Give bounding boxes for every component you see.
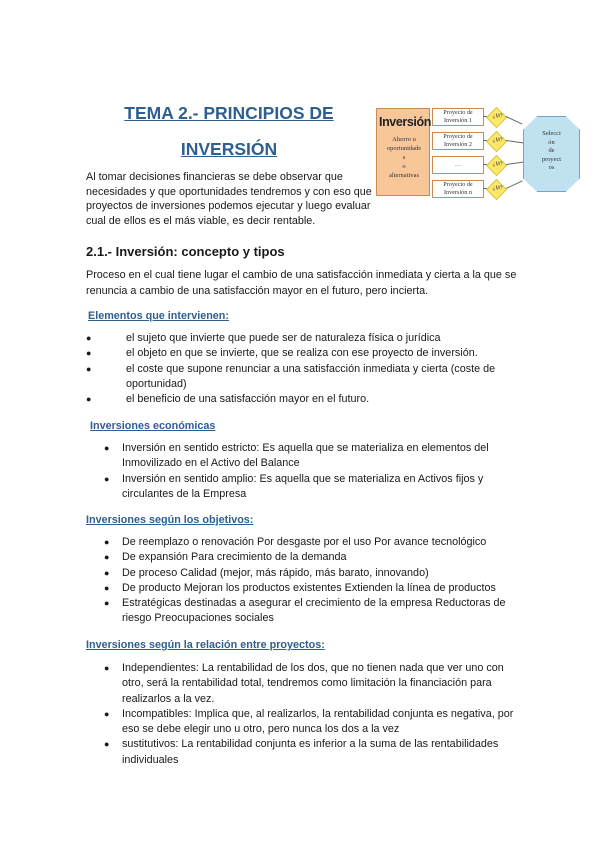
list-item-text: el coste que supone renunciar a una satisfacción inmediata y cierta (coste de oportunidad) (126, 362, 496, 390)
list-item-text: Inversión en sentido amplio: Es aquella que se materializa en Activos fijos y circulantes de la Empresa (122, 472, 484, 500)
investment-subtitle-line: alternativas (389, 172, 419, 179)
list-item (98, 581, 518, 596)
selection-text-line: ón (548, 138, 555, 146)
relation-list (98, 661, 518, 768)
decision-diamond (486, 131, 507, 152)
investment-subtitle-line: oportunidade (386, 145, 422, 152)
arrow-line (506, 116, 523, 125)
bullet-icon: ● (104, 537, 110, 547)
bullet-icon: ● (104, 567, 110, 578)
investment-subtitle-line: Ahorro u (392, 136, 416, 143)
list-item (98, 707, 518, 738)
investment-subtitle (380, 135, 428, 180)
list-item-text: el objeto en que se invierte, que se realiza con ese proyecto de inversión. (126, 347, 478, 360)
decision-diamond (486, 107, 507, 128)
economic-list (98, 441, 518, 502)
list-item (98, 472, 518, 503)
list-item (98, 550, 518, 565)
bullet-icon: ● (104, 443, 110, 453)
list-item-text: Inversión en sentido estricto: Es aquella que se materializa en elementos del Inmovilizado en el Activo del Balance (122, 442, 489, 470)
investment-word: Inversión (379, 115, 431, 129)
investment-subtitle-line: s (402, 154, 406, 161)
decision-diamond (486, 155, 507, 176)
project-box: … (432, 156, 484, 174)
decision-label: ¿M? (492, 113, 503, 120)
list-item-text: Independientes: La rentabilidad de los dos, que no tienen nada que ver uno con otro, será la rentabilidad total, tendremos como limitación la financiación para realizarlos a la vez. (122, 662, 504, 705)
list-item-text: De proceso Calidad (mejor, más rápido, más barato, innovando) (122, 566, 429, 579)
title-line-1: TEMA 2.- PRINCIPIOS DE (124, 103, 334, 123)
list-item-text: De producto Mejoran los productos existentes Extienden la línea de productos (122, 581, 496, 594)
investment-box (376, 108, 430, 196)
bullet-icon: ● (86, 348, 92, 359)
title-line-2: INVERSIÓN (180, 139, 278, 159)
list-item (86, 392, 518, 407)
list-item-text: De reemplazo o renovación Por desgaste por el uso Por avance tecnológico (122, 536, 487, 548)
decision-label: ¿M? (492, 137, 503, 144)
project-box: Proyecto de Inversión 1 (432, 108, 484, 126)
project-box: Proyecto de Inversión 2 (432, 132, 484, 150)
bullet-icon: ● (104, 582, 110, 593)
list-item-text: De expansión Para crecimiento de la demanda (122, 551, 347, 564)
list-item (98, 737, 518, 768)
project-box: Proyecto de Inversión n (432, 180, 484, 198)
page-title (98, 100, 360, 162)
definition-paragraph: Proceso en el cual tiene lugar el cambio de una satisfacción inmediata y cierta a la que se renuncia a cambio de una satisfacción mayor en el futuro, pero incierta. (86, 269, 517, 297)
list-item (98, 661, 518, 707)
elements-list (86, 331, 518, 407)
list-item-text: sustitutivos: La rentabilidad conjunta es inferior a la suma de las rentabilidades individuales (122, 738, 499, 766)
relation-heading: Inversiones según la relación entre proyectos: (86, 639, 325, 651)
selection-text (523, 130, 580, 173)
list-item (86, 362, 518, 393)
bullet-icon: ● (104, 663, 110, 673)
list-item-text: Estratégicas destinadas a asegurar el crecimiento de la empresa Reductoras de riesgo Preocupaciones sociales (122, 597, 506, 625)
bullet-icon: ● (104, 598, 110, 609)
selection-text-line: proyect (541, 155, 562, 163)
intro-paragraph: Al tomar decisiones financieras se debe observar que necesidades y que oportunidades tendremos y con eso que proyectos de inversiones podemos ejecutar y luego evaluar cual de ellos es el más viable, es decir rentable. (86, 171, 372, 227)
bullet-icon: ● (104, 708, 110, 719)
investment-subtitle-line: o (402, 163, 406, 170)
selection-text-line: de (548, 147, 555, 154)
decision-label: ¿M? (492, 185, 503, 192)
bullet-icon: ● (104, 473, 110, 484)
selection-text-line: os (548, 164, 555, 171)
arrow-line (506, 180, 523, 189)
bullet-icon: ● (86, 394, 92, 405)
arrow-line (506, 140, 524, 143)
list-item (98, 566, 518, 581)
objectives-heading: Inversiones según los objetivos: (86, 514, 254, 526)
investment-diagram (376, 100, 588, 210)
elements-heading: Elementos que intervienen: (88, 310, 229, 322)
decision-diamond (486, 179, 507, 200)
list-item (98, 535, 518, 550)
bullet-icon: ● (104, 739, 110, 750)
bullet-icon: ● (86, 333, 92, 343)
section-heading: 2.1.- Inversión: concepto y tipos (86, 244, 285, 259)
list-item-text: el sujeto que invierte que puede ser de naturaleza física o jurídica (126, 332, 441, 344)
list-item-text: Incompatibles: Implica que, al realizarlos, la rentabilidad conjunta es negativa, por eso se debe elegir uno u otro, pero nunca los dos a la vez (122, 707, 514, 736)
list-item (98, 441, 518, 472)
arrow-line (506, 161, 524, 164)
economic-heading: Inversiones económicas (90, 420, 216, 432)
decision-label: ¿M? (492, 161, 503, 168)
list-item-text: el beneficio de una satisfacción mayor en el futuro. (126, 393, 370, 406)
list-item (86, 331, 518, 346)
list-item (98, 596, 518, 627)
objectives-list (98, 535, 518, 627)
bullet-icon: ● (104, 552, 110, 563)
list-item (86, 346, 518, 361)
selection-text-line: Selecci (542, 130, 561, 137)
bullet-icon: ● (86, 363, 92, 374)
